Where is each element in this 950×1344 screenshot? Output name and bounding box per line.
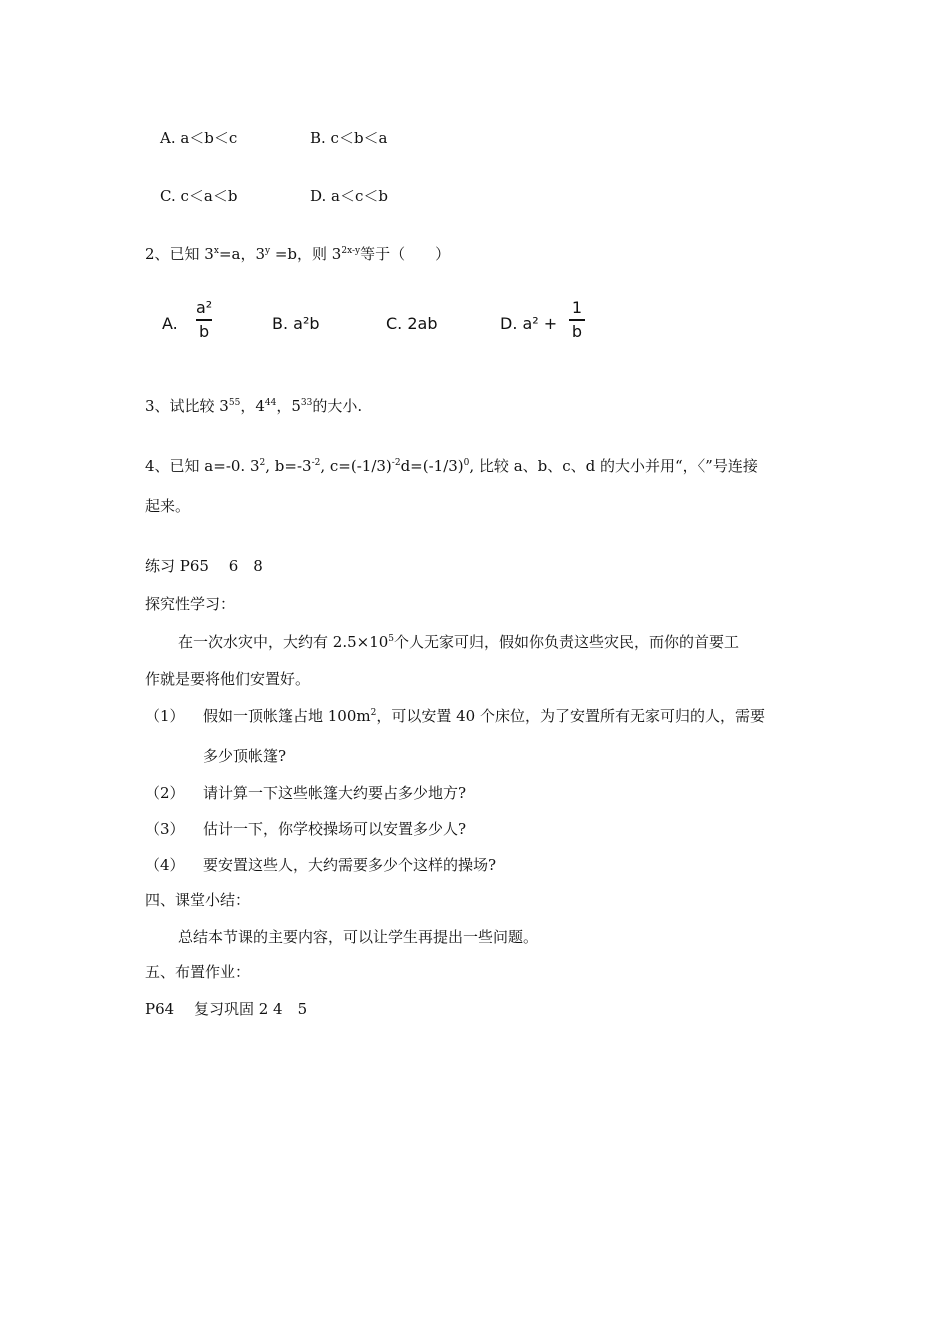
item-3-text: 估计一下，你学校操场可以安置多少人? — [203, 820, 467, 838]
q1-option-c: C. c＜a＜b — [160, 187, 238, 205]
q2-option-d-fraction: 1 b — [569, 298, 585, 342]
question-3: 3、试比较 $3^{55}$，$4^{44}$，$5^{33}$的大小. — [145, 397, 363, 415]
item-1-line2: 多少顶帐篷? — [203, 747, 287, 765]
item-2-text: 请计算一下这些帐篷大约要占多少地方? — [203, 784, 467, 802]
item-1-text: 假如一顶帐篷占地 $100m^2$，可以安置 40 个床位，为了安置所有无家可归的人，需要 — [203, 707, 765, 725]
q2-option-b: B. a²b — [272, 314, 320, 333]
explore-title: 探究性学习： — [145, 595, 236, 613]
homework-line: P64 复习巩固 2 4 5 — [145, 1000, 308, 1018]
section-5-title: 五、布置作业： — [145, 963, 251, 981]
practice-line: 练习 P65 6 8 — [145, 557, 263, 575]
item-4-text: 要安置这些人，大约需要多少个这样的操场? — [203, 856, 497, 874]
item-1-number: （1） — [145, 707, 185, 725]
explore-paragraph: 在一次水灾中，大约有 $2.5\times 10^5$个人无家可归，假如你负责这些灾民，而你的首要工 — [178, 633, 740, 651]
section-4-body: 总结本节课的主要内容，可以让学生再提出一些问题。 — [178, 928, 539, 946]
explore-paragraph-line2: 作就是要将他们安置好。 — [145, 670, 311, 688]
q2-option-a-fraction: a² b — [196, 298, 213, 341]
q2-option-a-label: A. — [162, 314, 178, 333]
question-4-line2: 起来。 — [145, 497, 191, 515]
question-4: 4、已知 a=-0. $3^2$, $b=-3^{-2}$, $c=(-1/3)^{-2}d=(-1/3)^0$, 比较 a、b、c、d 的大小并用“，〈”号连接 — [145, 457, 758, 475]
q2-option-d-label: D. a² + — [500, 314, 558, 333]
q1-option-b: B. c＜b＜a — [310, 129, 388, 147]
q1-option-a: A. a＜b＜c — [160, 129, 238, 147]
item-2-number: （2） — [145, 784, 185, 802]
section-4-title: 四、课堂小结： — [145, 891, 251, 909]
q2-options — [160, 296, 590, 356]
item-3-number: （3） — [145, 820, 185, 838]
q2-option-c: C. 2ab — [386, 314, 438, 333]
q1-option-d: D. a＜c＜b — [310, 187, 388, 205]
item-4-number: （4） — [145, 856, 185, 874]
question-2: 2、已知 $3^x=a$，$3^y =b$，则 $3^{2x-y}$等于（ ） — [145, 245, 451, 263]
